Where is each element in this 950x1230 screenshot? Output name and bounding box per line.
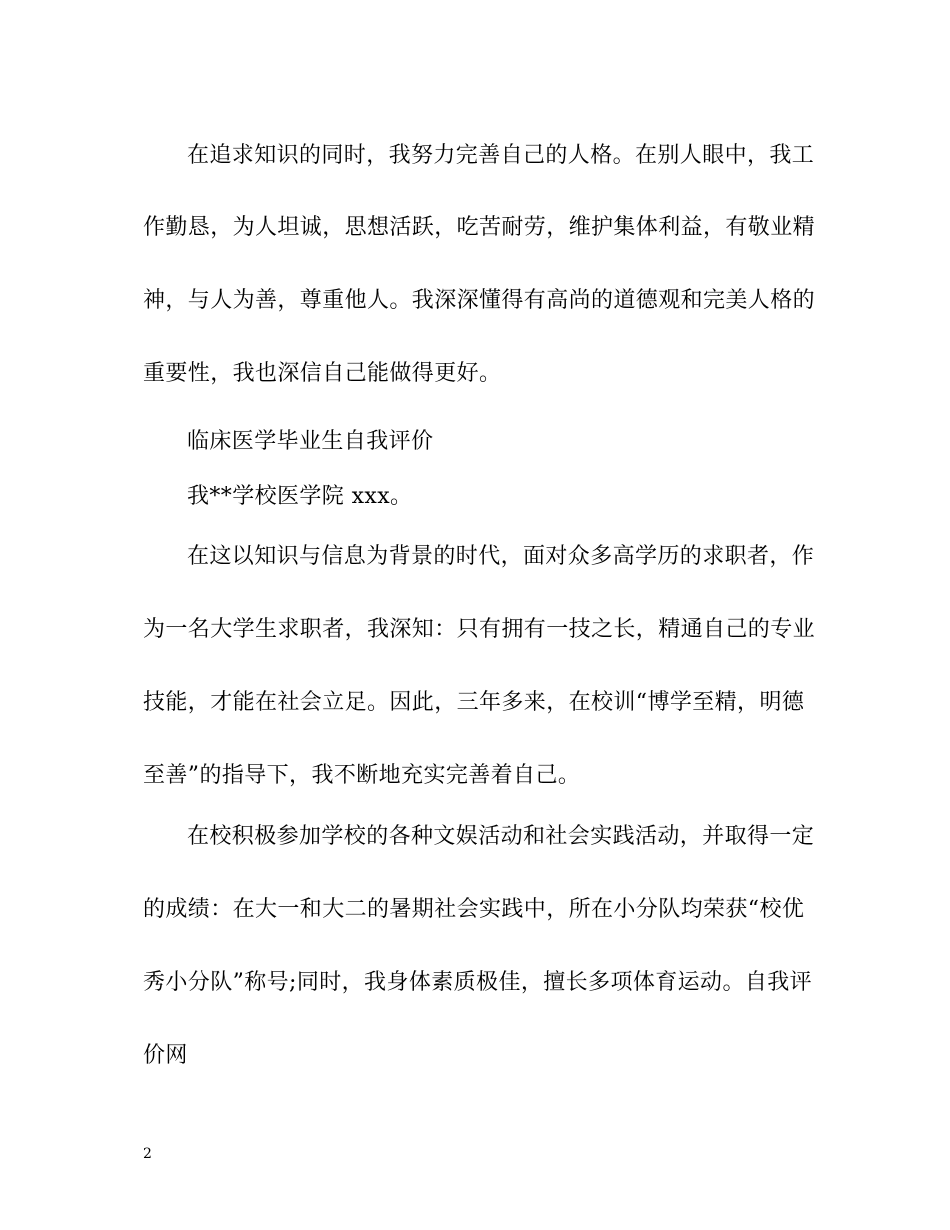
- paragraph-2-line-2: 为一名大学生求职者，我深知：只有拥有一技之长，精通自己的专业: [143, 617, 816, 642]
- paragraph-3-line-1: 在校积极参加学校的各种文娱活动和社会实践活动，并取得一定: [187, 824, 815, 849]
- paragraph-1-line-2: 作勤恳，为人坦诚，思想活跃，吃苦耐劳，维护集体利益，有敬业精: [143, 215, 816, 240]
- paragraph-1-line-1: 在追求知识的同时，我努力完善自己的人格。在别人眼中，我工: [187, 143, 815, 168]
- paragraph-1-line-3: 神，与人为善，尊重他人。我深深懂得有高尚的道德观和完美人格的: [143, 288, 816, 313]
- paragraph-3-line-4: 价网: [143, 1043, 188, 1068]
- paragraph-3-line-2: 的成绩：在大一和大二的暑期社会实践中，所在小分队均荣获“校优: [143, 897, 805, 922]
- paragraph-2-line-4: 至善”的指导下，我不断地充实完善着自己。: [143, 763, 581, 788]
- author-line: 我**学校医学院 xxx。: [187, 484, 413, 509]
- paragraph-3-line-3: 秀小分队”称号;同时，我身体素质极佳，擅长多项体育运动。自我评: [143, 970, 813, 995]
- page-number: 2: [143, 1146, 152, 1162]
- paragraph-2-line-1: 在这以知识与信息为背景的时代，面对众多高学历的求职者，作: [187, 544, 815, 569]
- paragraph-1-line-4: 重要性，我也深信自己能做得更好。: [143, 361, 502, 386]
- section-heading: 临床医学毕业生自我评价: [187, 429, 434, 454]
- paragraph-2-line-3: 技能，才能在社会立足。因此，三年多来，在校训“博学至精，明德: [143, 690, 805, 715]
